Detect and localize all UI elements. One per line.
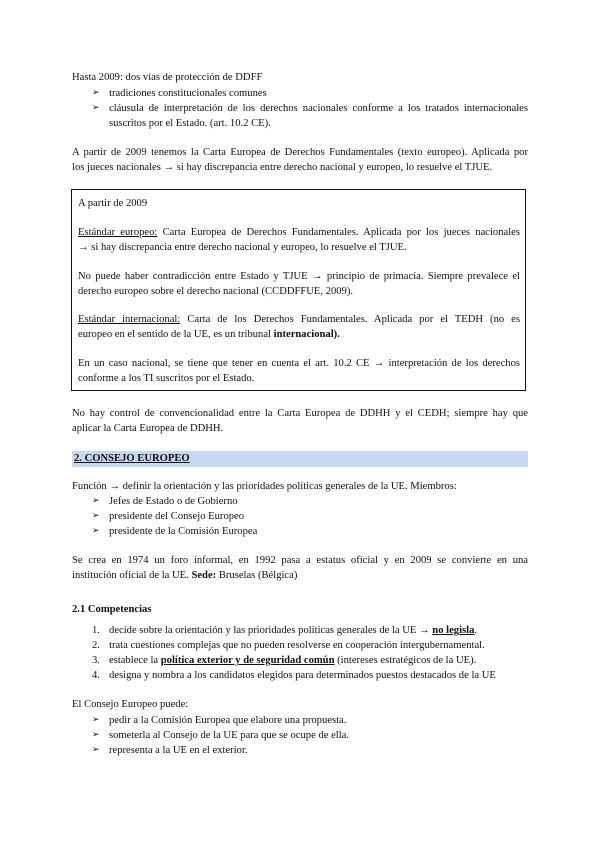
history-line — [72, 568, 528, 584]
box-paragraph-line — [78, 225, 520, 241]
member-item — [92, 524, 528, 540]
intro-bullet-text: tradiciones constitucionales comunes — [109, 88, 267, 99]
sub-heading: 2.1 Competencias — [72, 604, 152, 615]
box-paragraph-line — [78, 312, 520, 328]
puede-text: pedir a la Comisión Europea que elabore una propuesta. — [109, 715, 347, 726]
box-paragraph-line: → si hay discrepancia entre derecho nacional y europeo, lo resuelve el TJUE. — [78, 242, 407, 253]
puede-item — [92, 728, 528, 744]
sede-value: Bruselas (Bélgica) — [216, 570, 298, 581]
intro-bullet — [92, 86, 528, 102]
arrow-bullet-icon: ➢ — [92, 715, 100, 725]
arrow-bullet-icon: ➢ — [92, 526, 100, 536]
after-box-line: No hay control de convencionalidad entre la Carta Europea de DDHH y el CEDH; siempre hay que — [72, 408, 528, 419]
competencia-text: trata cuestiones complejas que no pueden resolverse en cooperación intergubernamental. — [109, 640, 485, 651]
politica-exterior-bold: política exterior y de seguridad común — [160, 655, 335, 666]
intro-bullet-continuation: suscritos por el Estado. (art. 10.2 CE). — [109, 118, 271, 129]
box-paragraph-line: derecho europeo sobre el derecho nacional (CCDDFFUE, 2009). — [78, 286, 354, 297]
competencia-end: (intereses estratégicos de la UE). — [334, 655, 477, 666]
intro-paragraph-line: A partir de 2009 tenemos la Carta Europea de Derechos Fundamentales (texto europeo). Aplicada por — [72, 147, 528, 158]
competencia-item — [92, 653, 528, 669]
section-heading-band — [72, 451, 528, 467]
intro-paragraph-line: los jueces nacionales → si hay discrepancia entre derecho nacional y europeo, lo resuelve el TJUE. — [72, 162, 493, 173]
box-text: Carta de los Derechos Fundamentales. Aplicada por el TEDH (no es — [180, 314, 521, 325]
competencia-plain: establece la — [109, 655, 161, 666]
competencia-end: . — [474, 625, 478, 636]
competencia-item — [92, 668, 528, 684]
competencia-plain: decide sobre la orientación y las prioridades políticas generales de la UE → — [109, 625, 433, 636]
box-paragraph-line: No puede haber contradicción entre Estado y TJUE → principio de primacía. Siempre prevalece el — [78, 271, 520, 282]
arrow-bullet-icon: ➢ — [92, 103, 100, 113]
puede-text: representa a la UE en el exterior. — [109, 745, 248, 756]
estandar-europeo-label: Estándar europeo: — [78, 227, 158, 238]
arrow-bullet-icon: ➢ — [92, 745, 100, 755]
sede-label: Sede: — [191, 570, 217, 581]
competencia-text: designa y nombra a los candidatos elegidos para determinados puestos destacados de la UE — [109, 670, 496, 681]
intro-title: Hasta 2009: dos vías de protección de DDFF — [72, 72, 263, 83]
history-line: Se crea en 1974 un foro informal, en 1992 pasa a estatus oficial y en 2009 se convierte en una — [72, 555, 528, 566]
item-number: 4. — [92, 670, 100, 681]
member-text: presidente de la Comisión Europea — [109, 526, 258, 537]
arrow-bullet-icon: ➢ — [92, 496, 100, 506]
section-heading: 2. CONSEJO EUROPEO — [74, 453, 190, 464]
member-item — [92, 494, 528, 510]
competencia-text — [109, 623, 528, 639]
after-box-line: aplicar la Carta Europea de DDHH. — [72, 423, 224, 434]
puede-text: someterla al Consejo de la UE para que se ocupe de ella. — [109, 730, 350, 741]
no-legisla-bold: no legisla — [432, 625, 475, 636]
member-item — [92, 509, 528, 525]
estandar-internacional-label: Estándar internacional: — [78, 314, 181, 325]
item-number: 3. — [92, 655, 100, 666]
puede-heading: El Consejo Europeo puede: — [72, 699, 189, 710]
box-text: europeo en el sentido de la UE, es un tribunal — [78, 329, 274, 340]
member-text: presidente del Consejo Europeo — [109, 511, 245, 522]
item-number: 1. — [92, 625, 100, 636]
summary-box — [71, 189, 526, 391]
member-text: Jefes de Estado o de Gobierno — [109, 496, 238, 507]
competencia-text — [109, 653, 528, 669]
box-heading: A partir de 2009 — [78, 198, 148, 209]
box-paragraph-line: conforme a los TI suscritos por el Estado. — [78, 373, 255, 384]
box-text: Carta Europea de Derechos Fundamentales. Aplicada por los jueces nacionales — [157, 227, 520, 238]
internacional-bold: internacional). — [273, 329, 340, 340]
arrow-bullet-icon: ➢ — [92, 730, 100, 740]
arrow-bullet-icon: ➢ — [92, 511, 100, 521]
intro-bullet — [92, 101, 528, 117]
history-text: institución oficial de la UE. — [72, 570, 192, 581]
puede-item — [92, 713, 528, 729]
puede-item — [92, 743, 528, 759]
function-line: Función → definir la orientación y las prioridades políticas generales de la UE. Miembros: — [72, 481, 457, 492]
item-number: 2. — [92, 640, 100, 651]
competencia-item — [92, 623, 528, 639]
intro-bullet-text: cláusula de interpretación de los derechos nacionales conforme a los tratados internacionales — [109, 103, 528, 114]
arrow-bullet-icon: ➢ — [92, 88, 100, 98]
box-paragraph-line: En un caso nacional, se tiene que tener en cuenta el art. 10.2 CE → interpretación de los derechos — [78, 358, 520, 369]
box-paragraph-line — [78, 327, 520, 343]
competencia-item — [92, 638, 528, 654]
